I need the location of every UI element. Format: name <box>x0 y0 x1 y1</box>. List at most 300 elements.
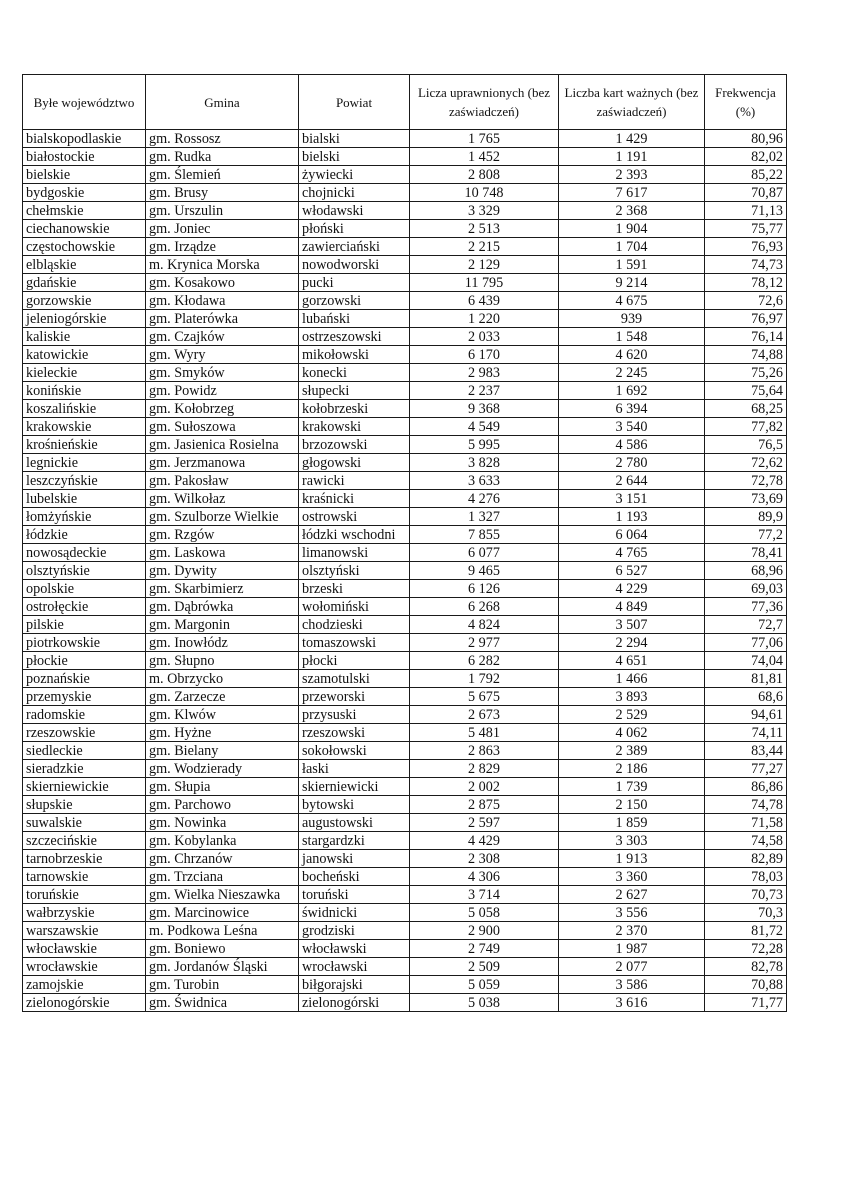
cell-county: skierniewicki <box>299 778 410 796</box>
cell-former-voivodeship: pilskie <box>23 616 146 634</box>
cell-county: krakowski <box>299 418 410 436</box>
cell-turnout: 94,61 <box>705 706 787 724</box>
cell-municipality: gm. Czajków <box>146 328 299 346</box>
cell-county: włocławski <box>299 940 410 958</box>
cell-county: augustowski <box>299 814 410 832</box>
table-row <box>23 724 787 742</box>
cell-turnout: 77,2 <box>705 526 787 544</box>
cell-municipality: gm. Joniec <box>146 220 299 238</box>
cell-former-voivodeship: elbląskie <box>23 256 146 274</box>
cell-former-voivodeship: katowickie <box>23 346 146 364</box>
table-row <box>23 400 787 418</box>
cell-former-voivodeship: bielskie <box>23 166 146 184</box>
cell-valid-ballots: 1 193 <box>559 508 705 526</box>
cell-turnout: 74,73 <box>705 256 787 274</box>
cell-valid-ballots: 2 393 <box>559 166 705 184</box>
cell-turnout: 78,12 <box>705 274 787 292</box>
cell-former-voivodeship: łomżyńskie <box>23 508 146 526</box>
table-body <box>23 130 787 1012</box>
cell-county: łódzki wschodni <box>299 526 410 544</box>
cell-former-voivodeship: radomskie <box>23 706 146 724</box>
table-row <box>23 958 787 976</box>
cell-municipality: m. Podkowa Leśna <box>146 922 299 940</box>
cell-county: włodawski <box>299 202 410 220</box>
cell-valid-ballots: 3 616 <box>559 994 705 1012</box>
cell-municipality: gm. Powidz <box>146 382 299 400</box>
cell-former-voivodeship: toruńskie <box>23 886 146 904</box>
cell-eligible-voters: 1 452 <box>410 148 559 166</box>
table-row <box>23 940 787 958</box>
cell-former-voivodeship: warszawskie <box>23 922 146 940</box>
cell-turnout: 71,13 <box>705 202 787 220</box>
table-row <box>23 868 787 886</box>
table-row <box>23 310 787 328</box>
cell-valid-ballots: 3 540 <box>559 418 705 436</box>
cell-county: wrocławski <box>299 958 410 976</box>
cell-former-voivodeship: siedleckie <box>23 742 146 760</box>
cell-former-voivodeship: krakowskie <box>23 418 146 436</box>
cell-county: bytowski <box>299 796 410 814</box>
table-row <box>23 508 787 526</box>
cell-former-voivodeship: wałbrzyskie <box>23 904 146 922</box>
cell-county: tomaszowski <box>299 634 410 652</box>
table-row <box>23 850 787 868</box>
table-row <box>23 652 787 670</box>
table-row <box>23 292 787 310</box>
cell-municipality: gm. Chrzanów <box>146 850 299 868</box>
cell-valid-ballots: 6 394 <box>559 400 705 418</box>
table-row <box>23 454 787 472</box>
cell-valid-ballots: 2 529 <box>559 706 705 724</box>
cell-eligible-voters: 5 675 <box>410 688 559 706</box>
cell-turnout: 69,03 <box>705 580 787 598</box>
cell-turnout: 68,25 <box>705 400 787 418</box>
cell-turnout: 76,14 <box>705 328 787 346</box>
cell-eligible-voters: 2 002 <box>410 778 559 796</box>
turnout-table <box>22 74 787 1012</box>
table-row <box>23 922 787 940</box>
cell-valid-ballots: 9 214 <box>559 274 705 292</box>
cell-municipality: gm. Jerzmanowa <box>146 454 299 472</box>
cell-municipality: gm. Świdnica <box>146 994 299 1012</box>
table-row <box>23 598 787 616</box>
cell-municipality: gm. Laskowa <box>146 544 299 562</box>
cell-former-voivodeship: słupskie <box>23 796 146 814</box>
table-row <box>23 364 787 382</box>
cell-valid-ballots: 2 644 <box>559 472 705 490</box>
cell-turnout: 75,77 <box>705 220 787 238</box>
cell-valid-ballots: 3 893 <box>559 688 705 706</box>
cell-valid-ballots: 2 294 <box>559 634 705 652</box>
cell-municipality: gm. Klwów <box>146 706 299 724</box>
cell-municipality: gm. Kobylanka <box>146 832 299 850</box>
cell-former-voivodeship: nowosądeckie <box>23 544 146 562</box>
cell-valid-ballots: 3 507 <box>559 616 705 634</box>
cell-eligible-voters: 4 549 <box>410 418 559 436</box>
cell-former-voivodeship: rzeszowskie <box>23 724 146 742</box>
cell-county: świdnicki <box>299 904 410 922</box>
cell-valid-ballots: 4 062 <box>559 724 705 742</box>
cell-eligible-voters: 2 237 <box>410 382 559 400</box>
cell-valid-ballots: 1 859 <box>559 814 705 832</box>
cell-municipality: gm. Pakosław <box>146 472 299 490</box>
cell-municipality: gm. Wodzierady <box>146 760 299 778</box>
cell-valid-ballots: 3 586 <box>559 976 705 994</box>
cell-eligible-voters: 3 633 <box>410 472 559 490</box>
cell-county: płocki <box>299 652 410 670</box>
cell-eligible-voters: 5 059 <box>410 976 559 994</box>
cell-municipality: gm. Brusy <box>146 184 299 202</box>
cell-turnout: 85,22 <box>705 166 787 184</box>
cell-eligible-voters: 2 597 <box>410 814 559 832</box>
cell-municipality: gm. Turobin <box>146 976 299 994</box>
cell-turnout: 71,77 <box>705 994 787 1012</box>
table-row <box>23 346 787 364</box>
cell-municipality: gm. Wielka Nieszawka <box>146 886 299 904</box>
table-row <box>23 742 787 760</box>
header-county: Powiat <box>299 75 410 130</box>
cell-county: sokołowski <box>299 742 410 760</box>
cell-turnout: 77,82 <box>705 418 787 436</box>
cell-municipality: gm. Kłodawa <box>146 292 299 310</box>
table-row <box>23 778 787 796</box>
cell-eligible-voters: 6 282 <box>410 652 559 670</box>
cell-county: lubański <box>299 310 410 328</box>
cell-former-voivodeship: szczecińskie <box>23 832 146 850</box>
cell-valid-ballots: 2 186 <box>559 760 705 778</box>
header-municipality: Gmina <box>146 75 299 130</box>
cell-municipality: gm. Dywity <box>146 562 299 580</box>
cell-municipality: gm. Smyków <box>146 364 299 382</box>
cell-eligible-voters: 1 327 <box>410 508 559 526</box>
cell-valid-ballots: 1 704 <box>559 238 705 256</box>
table-row <box>23 886 787 904</box>
header-row <box>23 75 787 130</box>
table-row <box>23 544 787 562</box>
cell-county: łaski <box>299 760 410 778</box>
cell-county: żywiecki <box>299 166 410 184</box>
cell-turnout: 78,03 <box>705 868 787 886</box>
cell-valid-ballots: 1 191 <box>559 148 705 166</box>
cell-eligible-voters: 9 465 <box>410 562 559 580</box>
table-row <box>23 490 787 508</box>
cell-turnout: 77,27 <box>705 760 787 778</box>
header-eligible-voters: Licza uprawnionych (bez zaświadczeń) <box>410 75 559 130</box>
cell-eligible-voters: 6 077 <box>410 544 559 562</box>
cell-county: słupecki <box>299 382 410 400</box>
cell-county: nowodworski <box>299 256 410 274</box>
cell-turnout: 81,81 <box>705 670 787 688</box>
cell-turnout: 75,26 <box>705 364 787 382</box>
cell-eligible-voters: 2 033 <box>410 328 559 346</box>
cell-former-voivodeship: sieradzkie <box>23 760 146 778</box>
cell-county: biłgorajski <box>299 976 410 994</box>
table-row <box>23 436 787 454</box>
cell-valid-ballots: 1 591 <box>559 256 705 274</box>
cell-county: rawicki <box>299 472 410 490</box>
cell-county: konecki <box>299 364 410 382</box>
cell-county: janowski <box>299 850 410 868</box>
cell-valid-ballots: 1 466 <box>559 670 705 688</box>
cell-county: limanowski <box>299 544 410 562</box>
cell-former-voivodeship: suwalskie <box>23 814 146 832</box>
cell-former-voivodeship: zielonogórskie <box>23 994 146 1012</box>
cell-eligible-voters: 5 995 <box>410 436 559 454</box>
cell-valid-ballots: 4 586 <box>559 436 705 454</box>
cell-municipality: gm. Szulborze Wielkie <box>146 508 299 526</box>
header-turnout: Frekwencja (%) <box>705 75 787 130</box>
cell-eligible-voters: 9 368 <box>410 400 559 418</box>
cell-valid-ballots: 3 303 <box>559 832 705 850</box>
table-row <box>23 976 787 994</box>
cell-valid-ballots: 3 556 <box>559 904 705 922</box>
cell-valid-ballots: 4 651 <box>559 652 705 670</box>
cell-county: ostrzeszowski <box>299 328 410 346</box>
cell-county: pucki <box>299 274 410 292</box>
cell-turnout: 72,7 <box>705 616 787 634</box>
cell-valid-ballots: 1 904 <box>559 220 705 238</box>
table-row <box>23 274 787 292</box>
table-row <box>23 166 787 184</box>
cell-turnout: 74,04 <box>705 652 787 670</box>
cell-former-voivodeship: tarnowskie <box>23 868 146 886</box>
cell-turnout: 68,96 <box>705 562 787 580</box>
table-header <box>23 75 787 130</box>
cell-eligible-voters: 4 306 <box>410 868 559 886</box>
cell-turnout: 82,89 <box>705 850 787 868</box>
cell-county: przysuski <box>299 706 410 724</box>
header-valid-ballots: Liczba kart ważnych (bez zaświadczeń) <box>559 75 705 130</box>
cell-valid-ballots: 1 429 <box>559 130 705 148</box>
cell-county: przeworski <box>299 688 410 706</box>
cell-county: płoński <box>299 220 410 238</box>
cell-turnout: 71,58 <box>705 814 787 832</box>
table-row <box>23 202 787 220</box>
cell-valid-ballots: 3 360 <box>559 868 705 886</box>
table-row <box>23 706 787 724</box>
cell-former-voivodeship: krośnieńskie <box>23 436 146 454</box>
cell-county: bielski <box>299 148 410 166</box>
cell-eligible-voters: 1 792 <box>410 670 559 688</box>
cell-municipality: gm. Wilkołaz <box>146 490 299 508</box>
cell-former-voivodeship: włocławskie <box>23 940 146 958</box>
cell-valid-ballots: 4 849 <box>559 598 705 616</box>
table-row <box>23 580 787 598</box>
cell-valid-ballots: 2 627 <box>559 886 705 904</box>
cell-valid-ballots: 1 692 <box>559 382 705 400</box>
cell-valid-ballots: 2 370 <box>559 922 705 940</box>
cell-former-voivodeship: jeleniogórskie <box>23 310 146 328</box>
cell-municipality: gm. Marcinowice <box>146 904 299 922</box>
cell-eligible-voters: 4 276 <box>410 490 559 508</box>
cell-valid-ballots: 4 675 <box>559 292 705 310</box>
cell-eligible-voters: 1 765 <box>410 130 559 148</box>
cell-turnout: 86,86 <box>705 778 787 796</box>
cell-eligible-voters: 6 268 <box>410 598 559 616</box>
table-row <box>23 562 787 580</box>
table-row <box>23 832 787 850</box>
table-row <box>23 526 787 544</box>
cell-eligible-voters: 2 308 <box>410 850 559 868</box>
table-row <box>23 256 787 274</box>
cell-former-voivodeship: łódzkie <box>23 526 146 544</box>
cell-eligible-voters: 2 513 <box>410 220 559 238</box>
cell-turnout: 80,96 <box>705 130 787 148</box>
table-row <box>23 130 787 148</box>
cell-valid-ballots: 2 368 <box>559 202 705 220</box>
cell-former-voivodeship: poznańskie <box>23 670 146 688</box>
cell-eligible-voters: 11 795 <box>410 274 559 292</box>
cell-county: brzozowski <box>299 436 410 454</box>
cell-eligible-voters: 2 509 <box>410 958 559 976</box>
cell-municipality: gm. Platerówka <box>146 310 299 328</box>
cell-valid-ballots: 1 548 <box>559 328 705 346</box>
table-row <box>23 220 787 238</box>
cell-valid-ballots: 3 151 <box>559 490 705 508</box>
table-row <box>23 760 787 778</box>
cell-former-voivodeship: legnickie <box>23 454 146 472</box>
cell-municipality: gm. Wyry <box>146 346 299 364</box>
cell-turnout: 70,87 <box>705 184 787 202</box>
table-row <box>23 616 787 634</box>
cell-eligible-voters: 2 829 <box>410 760 559 778</box>
cell-former-voivodeship: ciechanowskie <box>23 220 146 238</box>
cell-municipality: gm. Trzciana <box>146 868 299 886</box>
cell-turnout: 72,28 <box>705 940 787 958</box>
cell-eligible-voters: 3 329 <box>410 202 559 220</box>
cell-county: chodzieski <box>299 616 410 634</box>
cell-municipality: gm. Nowinka <box>146 814 299 832</box>
cell-eligible-voters: 3 828 <box>410 454 559 472</box>
cell-former-voivodeship: ostrołęckie <box>23 598 146 616</box>
cell-former-voivodeship: koszalińskie <box>23 400 146 418</box>
cell-municipality: gm. Irządze <box>146 238 299 256</box>
cell-municipality: gm. Słupia <box>146 778 299 796</box>
cell-municipality: gm. Urszulin <box>146 202 299 220</box>
table-row <box>23 688 787 706</box>
cell-eligible-voters: 2 875 <box>410 796 559 814</box>
cell-eligible-voters: 2 808 <box>410 166 559 184</box>
cell-municipality: gm. Jasienica Rosielna <box>146 436 299 454</box>
cell-eligible-voters: 2 900 <box>410 922 559 940</box>
cell-county: kraśnicki <box>299 490 410 508</box>
header-former-voivodeship: Byłe województwo <box>23 75 146 130</box>
cell-former-voivodeship: bialskopodlaskie <box>23 130 146 148</box>
cell-municipality: gm. Zarzecze <box>146 688 299 706</box>
table-row <box>23 670 787 688</box>
cell-municipality: gm. Rzgów <box>146 526 299 544</box>
cell-former-voivodeship: wrocławskie <box>23 958 146 976</box>
cell-municipality: gm. Kołobrzeg <box>146 400 299 418</box>
cell-turnout: 75,64 <box>705 382 787 400</box>
cell-municipality: gm. Jordanów Śląski <box>146 958 299 976</box>
cell-municipality: gm. Parchowo <box>146 796 299 814</box>
cell-eligible-voters: 2 129 <box>410 256 559 274</box>
cell-county: grodziski <box>299 922 410 940</box>
cell-turnout: 70,3 <box>705 904 787 922</box>
cell-former-voivodeship: płockie <box>23 652 146 670</box>
table-row <box>23 904 787 922</box>
cell-former-voivodeship: skierniewickie <box>23 778 146 796</box>
cell-county: toruński <box>299 886 410 904</box>
cell-turnout: 72,62 <box>705 454 787 472</box>
table-row <box>23 382 787 400</box>
cell-county: kołobrzeski <box>299 400 410 418</box>
cell-turnout: 74,11 <box>705 724 787 742</box>
cell-county: rzeszowski <box>299 724 410 742</box>
cell-county: olsztyński <box>299 562 410 580</box>
cell-municipality: gm. Margonin <box>146 616 299 634</box>
cell-eligible-voters: 2 983 <box>410 364 559 382</box>
cell-municipality: gm. Ślemień <box>146 166 299 184</box>
cell-municipality: gm. Bielany <box>146 742 299 760</box>
cell-turnout: 68,6 <box>705 688 787 706</box>
cell-eligible-voters: 2 977 <box>410 634 559 652</box>
cell-valid-ballots: 4 620 <box>559 346 705 364</box>
cell-turnout: 72,78 <box>705 472 787 490</box>
cell-former-voivodeship: leszczyńskie <box>23 472 146 490</box>
cell-turnout: 83,44 <box>705 742 787 760</box>
table-row <box>23 148 787 166</box>
cell-former-voivodeship: kaliskie <box>23 328 146 346</box>
cell-former-voivodeship: gorzowskie <box>23 292 146 310</box>
cell-county: zawierciański <box>299 238 410 256</box>
cell-turnout: 74,78 <box>705 796 787 814</box>
cell-eligible-voters: 10 748 <box>410 184 559 202</box>
cell-former-voivodeship: chełmskie <box>23 202 146 220</box>
cell-eligible-voters: 4 429 <box>410 832 559 850</box>
cell-valid-ballots: 4 229 <box>559 580 705 598</box>
cell-former-voivodeship: piotrkowskie <box>23 634 146 652</box>
cell-municipality: gm. Sułoszowa <box>146 418 299 436</box>
cell-county: bocheński <box>299 868 410 886</box>
cell-municipality: gm. Rossosz <box>146 130 299 148</box>
cell-valid-ballots: 2 780 <box>559 454 705 472</box>
cell-former-voivodeship: konińskie <box>23 382 146 400</box>
cell-valid-ballots: 1 739 <box>559 778 705 796</box>
cell-municipality: gm. Dąbrówka <box>146 598 299 616</box>
cell-turnout: 76,5 <box>705 436 787 454</box>
table-row <box>23 418 787 436</box>
cell-eligible-voters: 1 220 <box>410 310 559 328</box>
cell-turnout: 81,72 <box>705 922 787 940</box>
cell-municipality: gm. Kosakowo <box>146 274 299 292</box>
cell-valid-ballots: 939 <box>559 310 705 328</box>
cell-valid-ballots: 2 150 <box>559 796 705 814</box>
cell-former-voivodeship: gdańskie <box>23 274 146 292</box>
table-row <box>23 994 787 1012</box>
cell-eligible-voters: 2 863 <box>410 742 559 760</box>
cell-former-voivodeship: olsztyńskie <box>23 562 146 580</box>
cell-eligible-voters: 2 749 <box>410 940 559 958</box>
cell-turnout: 89,9 <box>705 508 787 526</box>
table-row <box>23 796 787 814</box>
cell-county: stargardzki <box>299 832 410 850</box>
table-row <box>23 328 787 346</box>
cell-eligible-voters: 4 824 <box>410 616 559 634</box>
cell-turnout: 77,06 <box>705 634 787 652</box>
cell-eligible-voters: 6 170 <box>410 346 559 364</box>
cell-valid-ballots: 2 077 <box>559 958 705 976</box>
cell-valid-ballots: 6 064 <box>559 526 705 544</box>
cell-county: bialski <box>299 130 410 148</box>
cell-county: głogowski <box>299 454 410 472</box>
cell-turnout: 82,78 <box>705 958 787 976</box>
cell-former-voivodeship: zamojskie <box>23 976 146 994</box>
cell-turnout: 70,88 <box>705 976 787 994</box>
cell-valid-ballots: 1 913 <box>559 850 705 868</box>
cell-eligible-voters: 3 714 <box>410 886 559 904</box>
